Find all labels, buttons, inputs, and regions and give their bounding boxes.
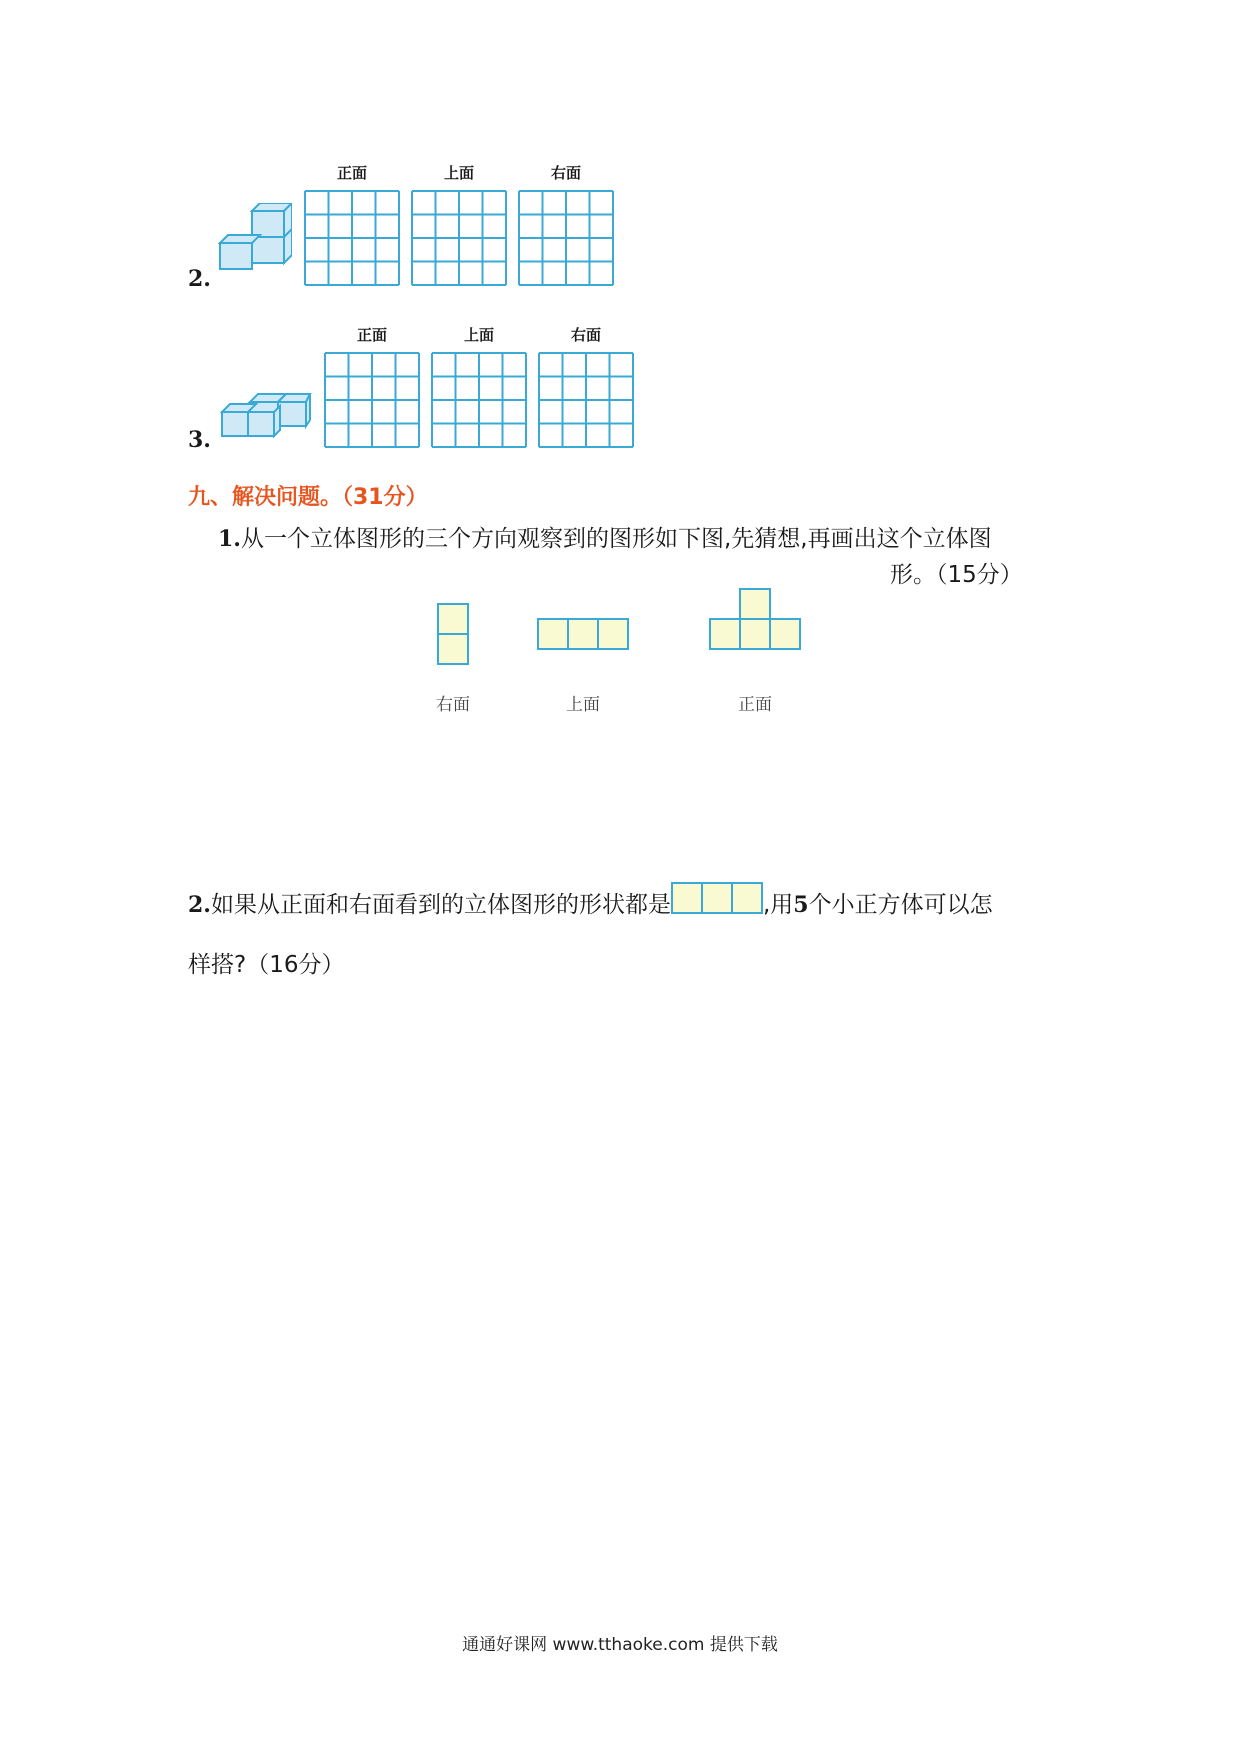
problem-2-grid-front[interactable] [304, 190, 400, 286]
q2-count: 5 [793, 892, 809, 918]
problem-3-label-right: 右面 [570, 326, 601, 344]
q1-number: 1. [218, 526, 241, 552]
problem-2-grid-top[interactable] [411, 190, 507, 286]
q1-label-top: 上面 [566, 695, 600, 715]
footer-credit: 通通好课网 www.tthaoke.com 提供下载 [462, 1635, 778, 1655]
problem-3-number: 3. [188, 427, 211, 453]
q2-text-part1: 如果从正面和右面看到的立体图形的形状都是 [210, 892, 671, 918]
q1-text-line1: 从一个立体图形的三个方向观察到的图形如下图,先猜想,再画出这个立体图 [240, 526, 992, 552]
problem-3-grid-right[interactable] [538, 352, 634, 448]
q1-top-view-shape [537, 618, 629, 654]
q1-front-view-shape [709, 588, 801, 654]
problem-3-label-front: 正面 [356, 326, 387, 344]
q2-text-part3: 个小正方体可以怎 [808, 892, 993, 918]
q1-line2: 形。（15分） [890, 562, 1023, 588]
problem-2-number: 2. [188, 266, 211, 292]
problem-2-label-top: 上面 [443, 164, 474, 182]
q2-number: 2. [188, 892, 211, 918]
problem-2-label-right: 右面 [550, 164, 581, 182]
section-9-title: 九、解决问题。（31分） [188, 485, 428, 510]
problem-2-label-front: 正面 [336, 164, 367, 182]
problem-2-grid-right[interactable] [518, 190, 614, 286]
q2-line1 [188, 882, 1088, 920]
problem-2-cube-figure [218, 203, 292, 277]
q1-label-right: 右面 [436, 695, 470, 715]
q2-text-part2: ,用 [762, 892, 794, 918]
problem-3-grid-front[interactable] [324, 352, 420, 448]
q2-line2: 样搭?（16分） [188, 952, 345, 978]
problem-3-grid-top[interactable] [431, 352, 527, 448]
q1-right-view-shape [437, 603, 469, 669]
q1-label-front: 正面 [738, 695, 772, 715]
problem-3-label-top: 上面 [463, 326, 494, 344]
q2-inline-shape [671, 882, 763, 920]
problem-3-cube-figure [220, 392, 312, 442]
q1-line1 [218, 520, 1058, 553]
